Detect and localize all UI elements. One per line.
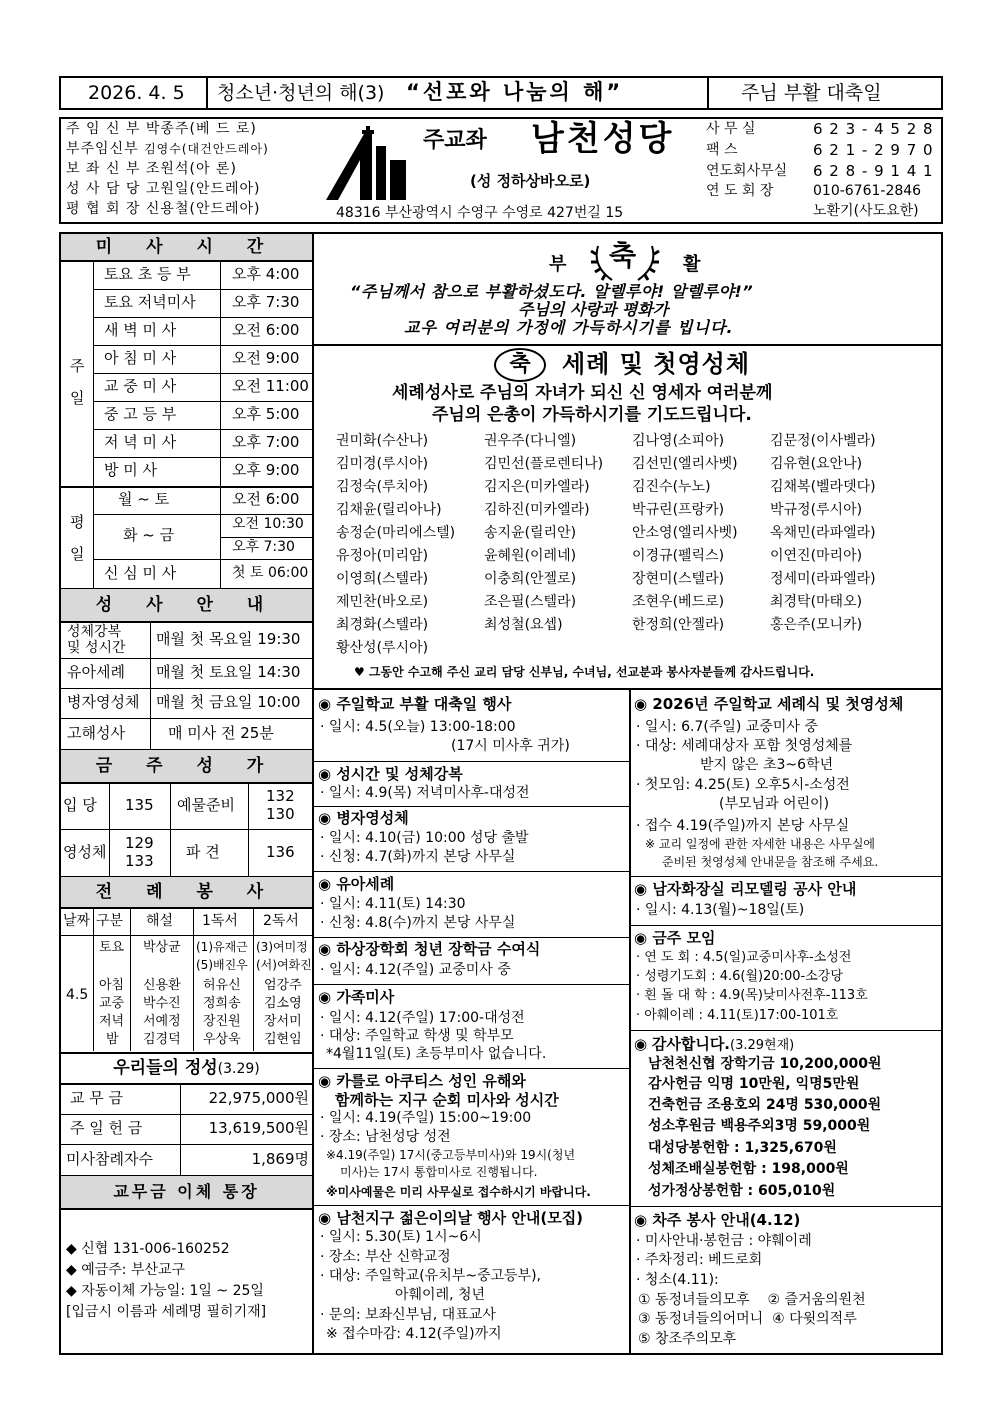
baptized-name: 장현미(스텔라) xyxy=(632,570,725,587)
baptized-name: 제민찬(바오로) xyxy=(336,593,429,610)
baptized-name: 조은필(스텔라) xyxy=(484,593,577,610)
baptized-name: 김채윤(릴리아나) xyxy=(336,501,442,518)
name-row xyxy=(336,635,910,658)
baptized-name: 안소영(엘리사벳) xyxy=(632,524,738,541)
baptized-name: 송정순(마리에스텔) xyxy=(336,524,456,541)
baptized-name: 권우주(다니엘) xyxy=(484,432,577,449)
offerings-title: 우리들의 정성(3.29) xyxy=(113,1058,260,1078)
bulletin-date: 2026. 4. 5 xyxy=(88,82,185,104)
parish-name: 남천성당 xyxy=(531,119,675,159)
parish-logo-icon xyxy=(324,124,410,202)
sunday-label: 주일 xyxy=(70,357,85,407)
baptized-name xyxy=(484,635,632,658)
baptized-name: 윤혜원(이레네) xyxy=(484,547,577,564)
baptized-name: 유정아(미리암) xyxy=(336,547,429,564)
baptized-name: 최성철(요셉) xyxy=(484,616,563,633)
baptized-name: 정세미(라파엘라) xyxy=(770,570,876,587)
year-theme-prefix: 청소년·청년의 해(3) xyxy=(217,82,385,104)
baptism-subtitle-2: 주님의 은총이 가득하시기를 기도드립니다. xyxy=(432,405,752,425)
baptized-name: 한정희(안젤라) xyxy=(632,616,725,633)
name-row xyxy=(336,612,910,635)
name-row xyxy=(336,566,910,589)
baptized-name: 김하진(미카엘라) xyxy=(484,501,590,518)
baptized-name: 김채복(벨라뎃다) xyxy=(770,478,876,495)
baptized-name: 김나영(소피아) xyxy=(632,432,725,449)
feast-name: 주님 부활 대축일 xyxy=(741,82,882,104)
baptized-name: 이경규(펠릭스) xyxy=(632,547,725,564)
baptized-name: 권미화(수산나) xyxy=(336,432,429,449)
hymns-title: 금 주 성 가 xyxy=(61,750,312,782)
baptized-name: 김진수(누노) xyxy=(632,478,711,495)
baptized-name: 최경화(스텔라) xyxy=(336,616,429,633)
name-row xyxy=(336,520,910,543)
baptized-name: 김민선(플로렌티나) xyxy=(484,455,604,472)
sacraments-title: 성 사 안 내 xyxy=(61,589,312,621)
baptized-name: 박규린(프랑카) xyxy=(632,501,725,518)
name-row xyxy=(336,497,910,520)
baptized-name: 김미경(루시아) xyxy=(336,455,429,472)
baptized-name: 이충희(안젤로) xyxy=(484,570,577,587)
newly-baptized-list xyxy=(336,428,910,658)
name-row xyxy=(336,428,910,451)
parish-patron: (성 정하상바오로) xyxy=(470,172,591,190)
baptism-thanks: ♥ 그동안 수고해 주신 교리 담당 신부님, 수녀님, 선교분과 봉사자분들께 감사드립니다. xyxy=(354,665,815,679)
notice-title: ◉ 주일학교 부활 대축일 행사 xyxy=(318,695,512,713)
baptized-name: 김지은(미카엘라) xyxy=(484,478,590,495)
baptized-name: 송지윤(릴리안) xyxy=(484,524,577,541)
year-theme-title: “선포와 나눔의 해” xyxy=(406,80,624,104)
baptized-name: 박규정(루시아) xyxy=(770,501,863,518)
baptized-name xyxy=(632,635,770,658)
weekday-label: 평일 xyxy=(70,513,85,563)
baptism-title: 세례 및 첫영성체 xyxy=(562,350,750,378)
baptized-name: 김정숙(루치아) xyxy=(336,478,429,495)
name-row xyxy=(336,543,910,566)
baptized-name: 조현우(베드로) xyxy=(632,593,725,610)
name-row xyxy=(336,474,910,497)
mass-times-title: 미 사 시 간 xyxy=(61,234,312,260)
name-row xyxy=(336,589,910,612)
baptized-name: 최경탁(마태오) xyxy=(770,593,863,610)
parish-address: 48316 부산광역시 수영구 수영로 427번길 15 xyxy=(336,205,624,221)
baptized-name: 김유현(요안나) xyxy=(770,455,863,472)
diocese-label: 주교좌 xyxy=(423,128,487,153)
baptized-name: 옥채민(라파엘라) xyxy=(770,524,876,541)
baptized-name xyxy=(770,635,910,658)
baptized-name: 홍은주(모니카) xyxy=(770,616,863,633)
account-title: 교무금 이체 통장 xyxy=(61,1176,312,1208)
baptized-name: 이영희(스텔라) xyxy=(336,570,429,587)
baptized-name: 김문정(이사벨라) xyxy=(770,432,876,449)
name-row xyxy=(336,451,910,474)
baptized-name: 이연진(마리아) xyxy=(770,547,863,564)
baptism-subtitle-1: 세례성사로 주님의 자녀가 되신 신 영세자 여러분께 xyxy=(392,383,773,403)
baptized-name: 김선민(엘리사벳) xyxy=(632,455,738,472)
baptized-name: 황산성(루시아) xyxy=(336,639,429,656)
ministry-title: 전 례 봉 사 xyxy=(61,877,312,907)
celebration-badge-icon: 축 xyxy=(494,348,546,382)
